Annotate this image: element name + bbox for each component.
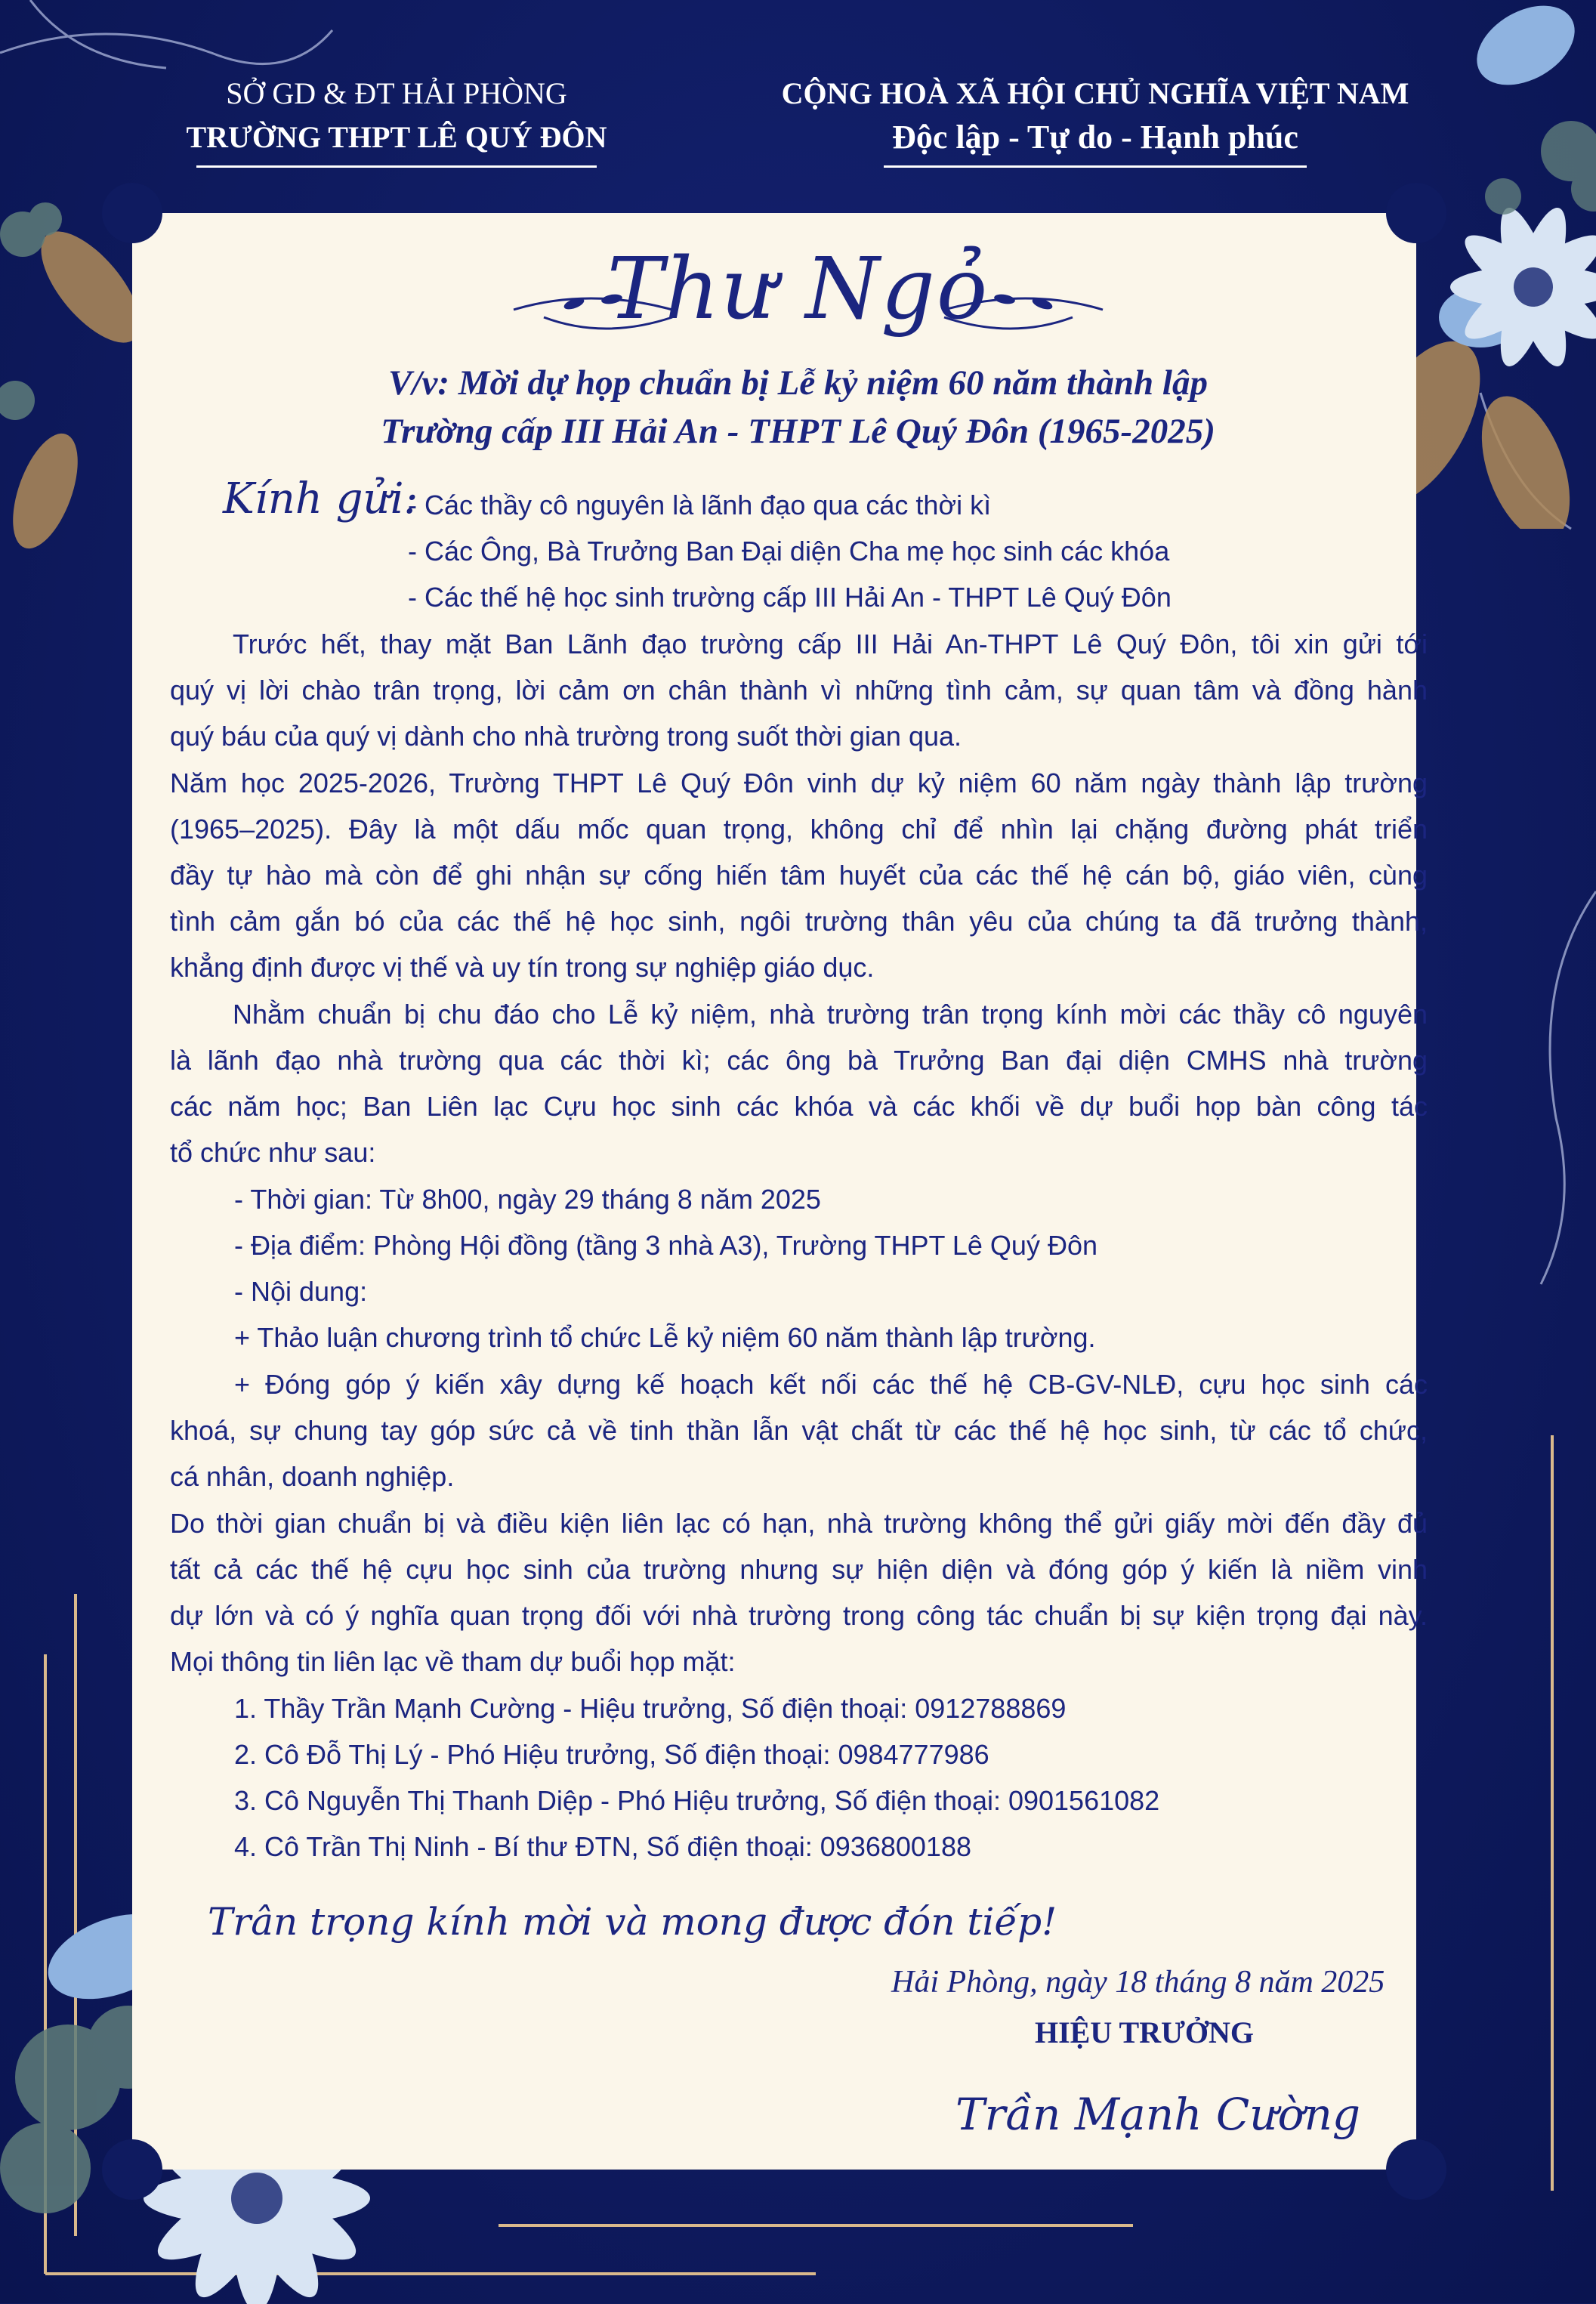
department-name: SỞ GD & ĐT HẢI PHÒNG	[226, 76, 567, 110]
body-line: khoá, sự chung tay góp sức cả về tinh thần lẫn vật chất từ các thế hệ học sinh, từ các tổ chức,	[170, 1415, 1428, 1446]
body-line: là lãnh đạo nhà trường qua các thời kì; các ông bà Trưởng Ban đại diện CMHS nhà trường	[170, 1045, 1428, 1076]
body-line: đầy tự hào mà còn để ghi nhận sự cống hiến tâm huyết của các thế hệ cán bộ, giáo viên, cùng	[170, 860, 1428, 891]
body-line: quý vị lời chào trân trọng, lời cảm ơn chân thành vì những tình cảm, sự quan tâm và đồng hành	[170, 675, 1428, 706]
letter-title: Thư Ngỏ	[607, 240, 989, 338]
body-line: quý báu của quý vị dành cho nhà trường trong suốt thời gian qua.	[170, 721, 962, 752]
meeting-content-item: + Thảo luận chương trình tổ chức Lễ kỷ niệm 60 năm thành lập trường.	[234, 1322, 1096, 1353]
contact-item: 1. Thầy Trần Mạnh Cường - Hiệu trưởng, Số điện thoại: 0912788869	[234, 1693, 1067, 1724]
recipient-item: - Các thế hệ học sinh trường cấp III Hải An - THPT Lê Quý Đôn	[408, 582, 1172, 613]
body-line: Do thời gian chuẩn bị và điều kiện liên lạc có hạn, nhà trường không thể gửi giấy mời đến đầy đủ	[170, 1508, 1428, 1539]
issuer-header	[174, 72, 619, 168]
body-line: Trước hết, thay mặt Ban Lãnh đạo trường cấp III Hải An-THPT Lê Quý Đôn, tôi xin gửi tới	[233, 629, 1428, 659]
national-motto-header	[778, 72, 1412, 168]
body-line: tình cảm gắn bó của các thế hệ học sinh, ngôi trường thân yêu của chúng ta đã trưởng thành,	[170, 906, 1428, 937]
body-line: Mọi thông tin liên lạc về tham dự buổi họp mặt:	[170, 1646, 736, 1677]
body-line: các năm học; Ban Liên lạc Cựu học sinh các khóa và các khối về dự buổi họp bàn công tác	[170, 1091, 1428, 1122]
subject-line-1: V/v: Mời dự họp chuẩn bị Lễ kỷ niệm 60 năm thành lập	[388, 363, 1208, 403]
country-name: CỘNG HOÀ XÃ HỘI CHỦ NGHĨA VIỆT NAM	[781, 76, 1409, 110]
signer-role: HIỆU TRƯỞNG	[1035, 2015, 1255, 2049]
meeting-location: - Địa điểm: Phòng Hội đồng (tầng 3 nhà A3), Trường THPT Lê Quý Đôn	[234, 1230, 1097, 1261]
recipient-item: - Các thầy cô nguyên là lãnh đạo qua các thời kì	[408, 490, 992, 520]
corner-notch	[1386, 183, 1446, 243]
contact-item: 3. Cô Nguyễn Thị Thanh Diệp - Phó Hiệu trưởng, Số điện thoại: 0901561082	[234, 1785, 1160, 1816]
signing-date: Hải Phòng, ngày 18 tháng 8 năm 2025	[891, 1965, 1385, 2000]
national-motto: Độc lập - Tự do - Hạnh phúc	[892, 119, 1298, 156]
subject-line-2: Trường cấp III Hải An - THPT Lê Quý Đôn (1965-2025)	[381, 412, 1215, 451]
recipients-label: Kính gửi:	[223, 474, 418, 523]
body-line: Năm học 2025-2026, Trường THPT Lê Quý Đôn vinh dự kỷ niệm 60 năm ngày thành lập trường	[170, 767, 1428, 798]
body-line: (1965–2025). Đây là một dấu mốc quan trọng, không chỉ để nhìn lại chặng đường phát triển	[170, 814, 1428, 845]
school-name: TRƯỜNG THPT LÊ QUÝ ĐÔN	[186, 120, 607, 154]
body-line: khẳng định được vị thế và uy tín trong sự nghiệp giáo dục.	[170, 952, 875, 983]
corner-notch	[102, 2139, 162, 2200]
body-line: Nhằm chuẩn bị chu đáo cho Lễ kỷ niệm, nhà trường trân trọng kính mời các thầy cô nguyên	[233, 999, 1428, 1030]
contact-item: 4. Cô Trần Thị Ninh - Bí thư ĐTN, Số điện thoại: 0936800188	[234, 1831, 971, 1862]
meeting-time: - Thời gian: Từ 8h00, ngày 29 tháng 8 năm 2025	[234, 1184, 821, 1215]
closing-remark: Trân trọng kính mời và mong được đón tiếp!	[208, 1900, 1057, 1944]
recipient-item: - Các Ông, Bà Trưởng Ban Đại diện Cha mẹ học sinh các khóa	[408, 536, 1170, 567]
school-name-underline	[196, 165, 597, 168]
contact-item: 2. Cô Đỗ Thị Lý - Phó Hiệu trưởng, Số điện thoại: 0984777986	[234, 1739, 989, 1770]
signer-name: Trần Mạnh Cường	[955, 2089, 1360, 2140]
corner-notch	[102, 183, 162, 243]
motto-underline	[884, 165, 1307, 168]
corner-notch	[1386, 2139, 1446, 2200]
body-line: dự lớn và có ý nghĩa quan trọng đối với nhà trường trong công tác chuẩn bị sự kiện trọng đại này.	[170, 1600, 1428, 1631]
body-line: tổ chức như sau:	[170, 1137, 376, 1168]
body-line: + Đóng góp ý kiến xây dựng kế hoạch kết nối các thế hệ CB-GV-NLĐ, cựu học sinh các	[234, 1369, 1428, 1400]
meeting-content-label: - Nội dung:	[234, 1276, 368, 1307]
body-line: cá nhân, doanh nghiệp.	[170, 1461, 455, 1492]
body-line: tất cả các thế hệ cựu học sinh của trường nhưng sự hiện diện và đóng góp ý kiến là niềm vinh	[170, 1554, 1428, 1585]
